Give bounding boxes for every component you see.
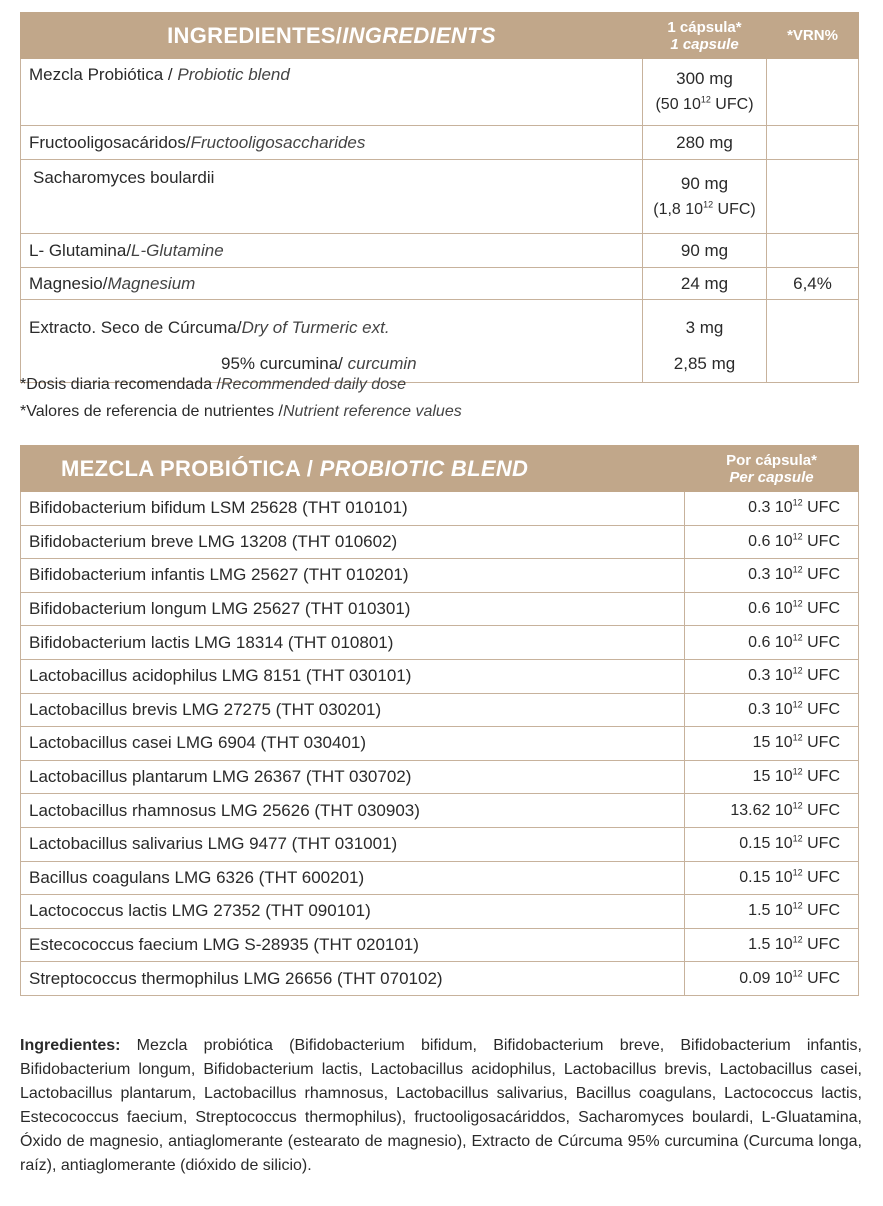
table-row	[21, 962, 859, 996]
table-row: Extracto. Seco de Cúrcuma/Dry of Turmeric ext. 95% curcumina/ curcumin 3 mg 2,85 mg	[21, 300, 859, 383]
table-row	[21, 492, 859, 526]
strain-name: Bifidobacterium lactis LMG 18314 (THT 010801)	[21, 626, 685, 660]
table-row	[21, 794, 859, 828]
strain-name: Lactobacillus acidophilus LMG 8151 (THT 030101)	[21, 659, 685, 693]
footnote-vrn: *Valores de referencia de nutrientes /Nutrient reference values	[20, 403, 462, 420]
strain-amount: 0.15 $10^{12}$ UFC	[685, 861, 859, 895]
strain-name: Bifidobacterium breve LMG 13208 (THT 010602)	[21, 525, 685, 559]
table-row	[21, 659, 859, 693]
strain-name: Lactobacillus plantarum LMG 26367 (THT 030702)	[21, 760, 685, 794]
table-row	[21, 693, 859, 727]
ingredients-paragraph	[20, 1034, 862, 1178]
strain-name: Streptococcus thermophilus LMG 26656 (THT 070102)	[21, 962, 685, 996]
strain-amount: 0.6 $10^{12}$ UFC	[685, 592, 859, 626]
table-row	[21, 559, 859, 593]
ingredients-label: Ingredientes:	[20, 1037, 121, 1054]
vrn-column-header: *VRN%	[767, 13, 859, 59]
strain-name: Bacillus coagulans LMG 6326 (THT 600201)	[21, 861, 685, 895]
table-row	[21, 727, 859, 761]
table-row	[21, 626, 859, 660]
strain-amount: 15 $10^{12}$ UFC	[685, 760, 859, 794]
strain-amount: 13.62 $10^{12}$ UFC	[685, 794, 859, 828]
table-row	[21, 827, 859, 861]
table-row	[21, 895, 859, 929]
probiotic-header-row	[21, 446, 859, 492]
table-row: L- Glutamina/L-Glutamine 90 mg	[21, 234, 859, 268]
strain-name: Lactobacillus casei LMG 6904 (THT 030401)	[21, 727, 685, 761]
strain-amount: 1.5 $10^{12}$ UFC	[685, 895, 859, 929]
table-row: Magnesio/Magnesium 24 mg 6,4%	[21, 268, 859, 300]
table-row: Mezcla Probiótica / Probiotic blend 300 mg (50 $10^{12}$ UFC)	[21, 59, 859, 126]
strain-name: Bifidobacterium bifidum LSM 25628 (THT 010101)	[21, 492, 685, 526]
strain-amount: 0.6 $10^{12}$ UFC	[685, 525, 859, 559]
strain-name: Lactobacillus salivarius LMG 9477 (THT 031001)	[21, 827, 685, 861]
ingredients-title: INGREDIENTES/INGREDIENTS	[21, 13, 643, 59]
ingredients-table	[20, 12, 859, 383]
footnotes	[20, 371, 462, 425]
strain-name: Lactobacillus brevis LMG 27275 (THT 030201)	[21, 693, 685, 727]
table-row	[21, 861, 859, 895]
capsule-column-header: 1 cápsula* 1 capsule	[643, 13, 767, 59]
strain-name: Bifidobacterium longum LMG 25627 (THT 010301)	[21, 592, 685, 626]
strain-amount: 0.3 $10^{12}$ UFC	[685, 559, 859, 593]
table-row	[21, 525, 859, 559]
strain-amount: 0.09 $10^{12}$ UFC	[685, 962, 859, 996]
strain-name: Lactobacillus rhamnosus LMG 25626 (THT 030903)	[21, 794, 685, 828]
strain-amount: 15 $10^{12}$ UFC	[685, 727, 859, 761]
strain-amount: 0.15 $10^{12}$ UFC	[685, 827, 859, 861]
table-row: Sacharomyces boulardii 90 mg (1,8 $10^{12}$ UFC)	[21, 160, 859, 234]
per-capsule-column-header: Por cápsula* Per capsule	[685, 446, 859, 492]
table-row	[21, 760, 859, 794]
strain-amount: 0.3 $10^{12}$ UFC	[685, 693, 859, 727]
strain-amount: 0.3 $10^{12}$ UFC	[685, 492, 859, 526]
table-row: Fructooligosacáridos/Fructooligosaccharides 280 mg	[21, 126, 859, 160]
strain-amount: 0.6 $10^{12}$ UFC	[685, 626, 859, 660]
strain-name: Lactococcus lactis LMG 27352 (THT 090101)	[21, 895, 685, 929]
strain-name: Bifidobacterium infantis LMG 25627 (THT 010201)	[21, 559, 685, 593]
table-row	[21, 928, 859, 962]
probiotic-blend-table	[20, 445, 859, 996]
probiotic-title: MEZCLA PROBIÓTICA / PROBIOTIC BLEND	[21, 446, 685, 492]
footnote-rda: *Dosis diaria recomendada /Recommended daily dose	[20, 376, 406, 393]
strain-name: Estecococcus faecium LMG S-28935 (THT 020101)	[21, 928, 685, 962]
ingredients-header-row	[21, 13, 859, 59]
strain-amount: 1.5 $10^{12}$ UFC	[685, 928, 859, 962]
strain-amount: 0.3 $10^{12}$ UFC	[685, 659, 859, 693]
table-row	[21, 592, 859, 626]
ingredients-body: Mezcla probiótica (Bifidobacterium bifidum, Bifidobacterium breve, Bifidobacterium infantis, Bifidobacterium longum, Bifidobacterium lactis, Lactobacillus acidophilus, Lactobacillus brevis, Lactobacillus casei, Lactobacillus plantarum, Lactobacillus rhamnosus, Lactobacillus salivarius, Bacillus coagulans, Lactococcus lactis, Estecococcus faecium, Streptococcus thermophilus), fructooligosacáriddos, Sacharomyces boulardi, L-Gluatamina, Óxido de magnesio, antiaglomerante (estearato de magnesio), Extracto de Cúrcuma 95% curcumina (Curcuma longa, raíz), antiaglomerante (dióxido de silicio).	[20, 1037, 862, 1174]
